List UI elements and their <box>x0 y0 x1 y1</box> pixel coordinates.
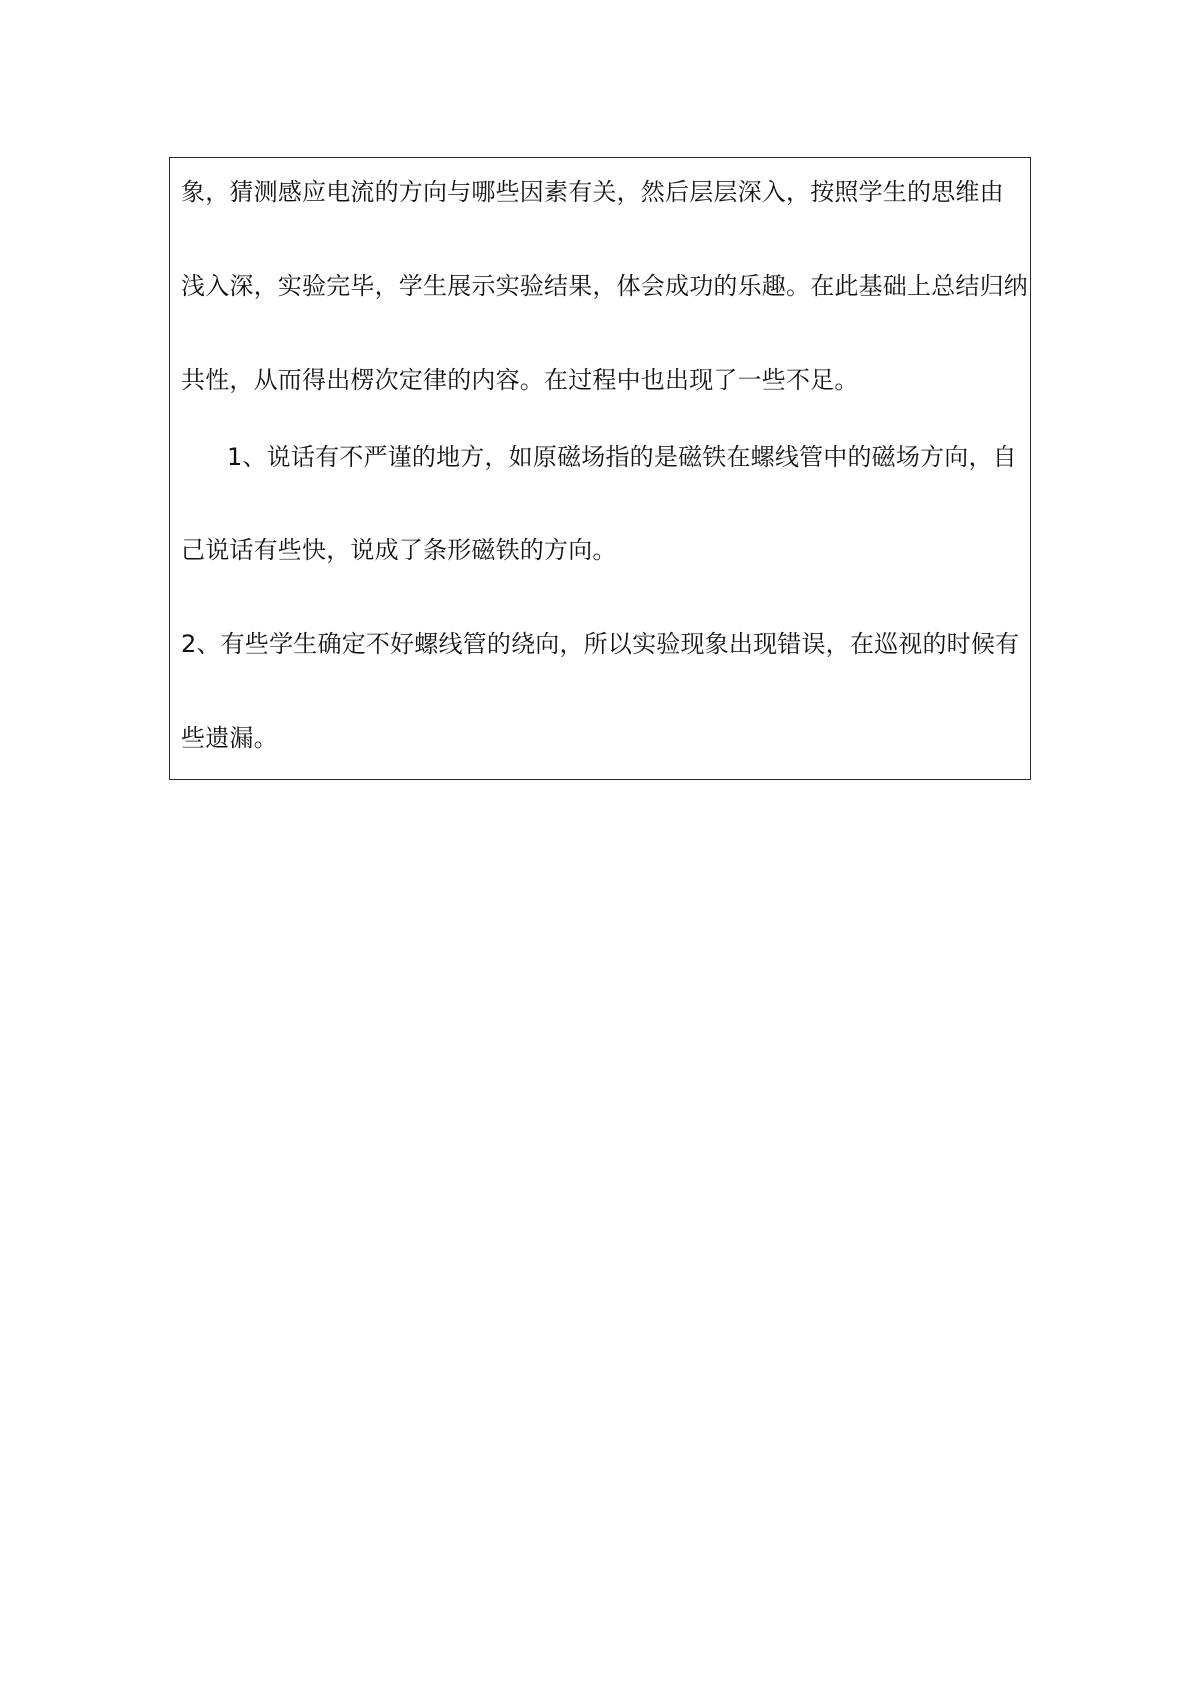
item-1-line-1: 1、说话有不严谨的地方，如原磁场指的是磁铁在螺线管中的磁场方向，自 <box>227 443 1017 471</box>
paragraph-1-line-3: 共性，从而得出楞次定律的内容。在过程中也出现了一些不足。 <box>181 366 859 394</box>
paragraph-1-line-1: 象，猜测感应电流的方向与哪些因素有关，然后层层深入，按照学生的思维由 <box>181 178 1004 206</box>
paragraph-1-line-2: 浅入深，实验完毕，学生展示实验结果，体会成功的乐趣。在此基础上总结归纳 <box>181 272 1028 300</box>
item-2-line-2: 些遗漏。 <box>181 724 278 752</box>
item-1-line-2: 己说话有些快，说成了条形磁铁的方向。 <box>181 536 617 564</box>
text-box <box>169 157 1031 780</box>
item-2-line-1: 2、有些学生确定不好螺线管的绕向，所以实验现象出现错误，在巡视的时候有 <box>181 630 1020 658</box>
